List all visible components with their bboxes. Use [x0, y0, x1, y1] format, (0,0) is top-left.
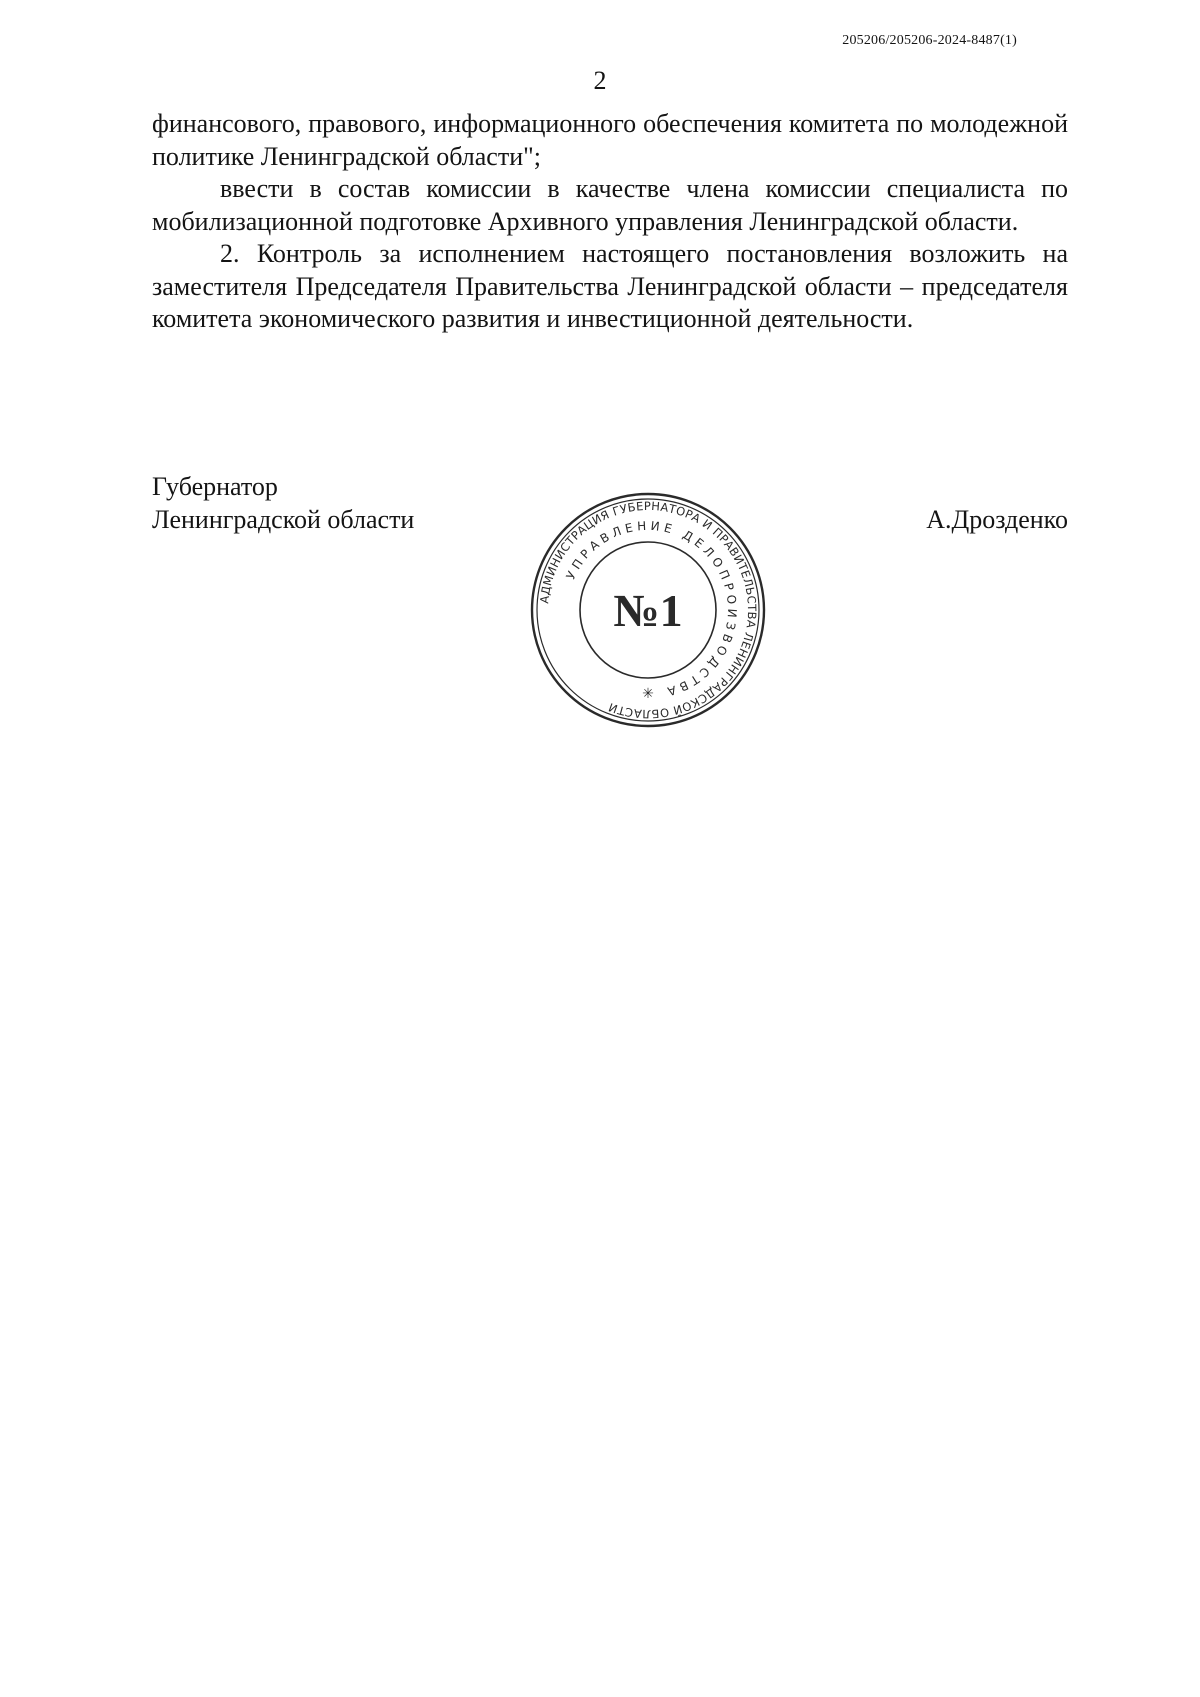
document-body: [152, 108, 1068, 336]
signatory-title-line2: Ленинградской области: [152, 505, 415, 534]
seal-inner-text: УПРАВЛЕНИЕ ДЕЛОПРОИЗВОДСТВА: [563, 518, 740, 700]
document-id: 205206/205206-2024-8487(1): [842, 33, 1017, 48]
page-number: 2: [593, 66, 607, 95]
signatory-name: А.Дрозденко: [926, 505, 1068, 534]
seal-number: №1: [613, 585, 683, 636]
paragraph-control: 2. Контроль за исполнением настоящего постановления возложить на заместителя Председателя Правительства Ленинградской области – председателя комитета экономического развития и инвестиционной деятельности.: [152, 239, 1068, 333]
seal-outer-text: АДМИНИСТРАЦИЯ ГУБЕРНАТОРА И ПРАВИТЕЛЬСТВА ЛЕНИНГРАДСКОЙ ОБЛАСТИ: [537, 498, 760, 722]
official-seal-stamp: [528, 490, 768, 730]
signatory-title-line1: Губернатор: [152, 472, 278, 501]
signatory-title: [152, 470, 414, 536]
paragraph-continuation: финансового, правового, информационного обеспечения комитета по молодежной политике Ленинградской области";: [152, 109, 1068, 171]
paragraph-commission-member: ввести в состав комиссии в качестве члена комиссии специалиста по мобилизационной подготовке Архивного управления Ленинградской области.: [152, 174, 1068, 236]
seal-star-icon: ✳: [642, 686, 654, 702]
seal-icon: [528, 490, 768, 730]
